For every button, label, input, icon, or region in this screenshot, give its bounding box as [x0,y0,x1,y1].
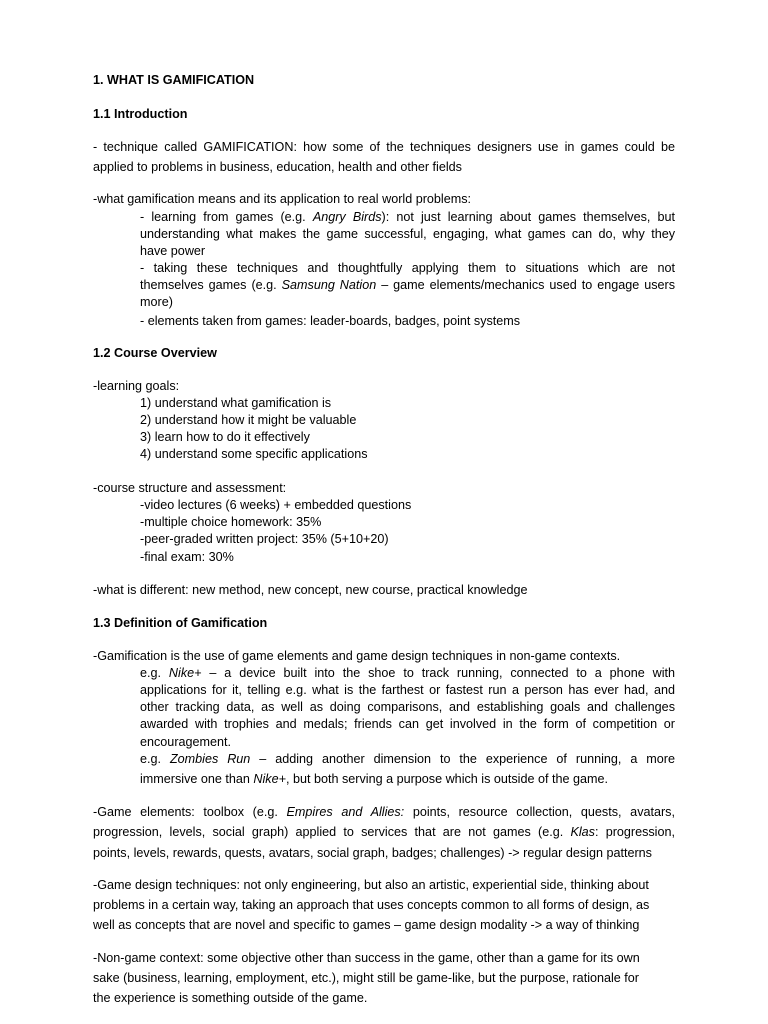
paragraph-line: applied to problems in business, education, health and other fields [93,160,462,174]
example-line: e.g. Nike+ – a device built into the shoe to track running, connected to a phone with [140,666,675,680]
paragraph-line: problems in a certain way, taking an approach that uses concepts common to all forms of design, as [93,898,650,912]
paragraph-line: well as concepts that are novel and specific to games – game design modality -> a way of thinking [93,918,640,932]
paragraph-line: -Game design techniques: not only engineering, but also an artistic, experiential side, thinking about [93,878,649,892]
list-item: -video lectures (6 weeks) + embedded questions [140,498,412,512]
paragraph-line: -Game elements: toolbox (e.g. Empires and Allies: points, resource collection, quests, avatars, [93,805,675,819]
paragraph-line: the experience is something outside of the game. [93,991,368,1005]
list-item: -peer-graded written project: 35% (5+10+20) [140,532,389,546]
section-heading-definition: 1.3 Definition of Gamification [93,616,268,630]
bullet-line: more) [140,295,173,309]
list-item: 2) understand how it might be valuable [140,413,357,427]
section-heading-intro: 1.1 Introduction [93,107,188,121]
paragraph-line: -what is different: new method, new concept, new course, practical knowledge [93,583,528,597]
paragraph-line: progression, levels, social graph) applied to services that are not games (e.g. Klas: progression, [93,825,675,839]
paragraph-line: -Gamification is the use of game elements and game design techniques in non-game contexts. [93,649,621,663]
bullet-line: - elements taken from games: leader-boards, badges, point systems [140,314,521,328]
list-label: -course structure and assessment: [93,481,287,495]
list-item: 3) learn how to do it effectively [140,430,310,444]
paragraph-line: points, levels, rewards, quests, avatars, social graph, badges; challenges) -> regular design patterns [93,846,652,860]
list-item: -multiple choice homework: 35% [140,515,322,529]
document-title: 1. WHAT IS GAMIFICATION [93,73,255,87]
bullet-line: - taking these techniques and thoughtfully applying them to situations which are not [140,261,675,275]
example-line: other tracking data, as well as doing comparisons, and establishing goals and challenges [140,700,675,714]
paragraph-line: sake (business, learning, employment, etc.), might still be game-like, but the purpose, rationale for [93,971,639,985]
list-label: -learning goals: [93,379,180,393]
list-item: 4) understand some specific applications [140,447,368,461]
section-heading-overview: 1.2 Course Overview [93,346,217,360]
bullet-line: have power [140,244,206,258]
example-line: applications for it, telling e.g. what is the farthest or fastest run a person has ever had, and [140,683,675,697]
example-line: encouragement. [140,735,232,749]
paragraph-line: - technique called GAMIFICATION: how some of the techniques designers use in games could be [93,140,675,154]
example-line: immersive one than Nike+, but both serving a purpose which is outside of the game. [140,772,609,786]
bullet-line: - learning from games (e.g. Angry Birds): not just learning about games themselves, but [140,210,676,224]
paragraph-line: -what gamification means and its application to real world problems: [93,192,471,206]
list-item: -final exam: 30% [140,550,234,564]
example-line: e.g. Zombies Run – adding another dimension to the experience of running, a more [140,752,675,766]
bullet-line: themselves games (e.g. Samsung Nation – game elements/mechanics used to engage users [140,278,675,292]
paragraph-line: -Non-game context: some objective other than success in the game, other than a game for its own [93,951,640,965]
example-line: awarded with trophies and medals; friends can get involved in the form of competition or [140,717,675,731]
list-item: 1) understand what gamification is [140,396,332,410]
bullet-line: understanding what makes the game successful, engaging, what games can do, why they [140,227,675,241]
